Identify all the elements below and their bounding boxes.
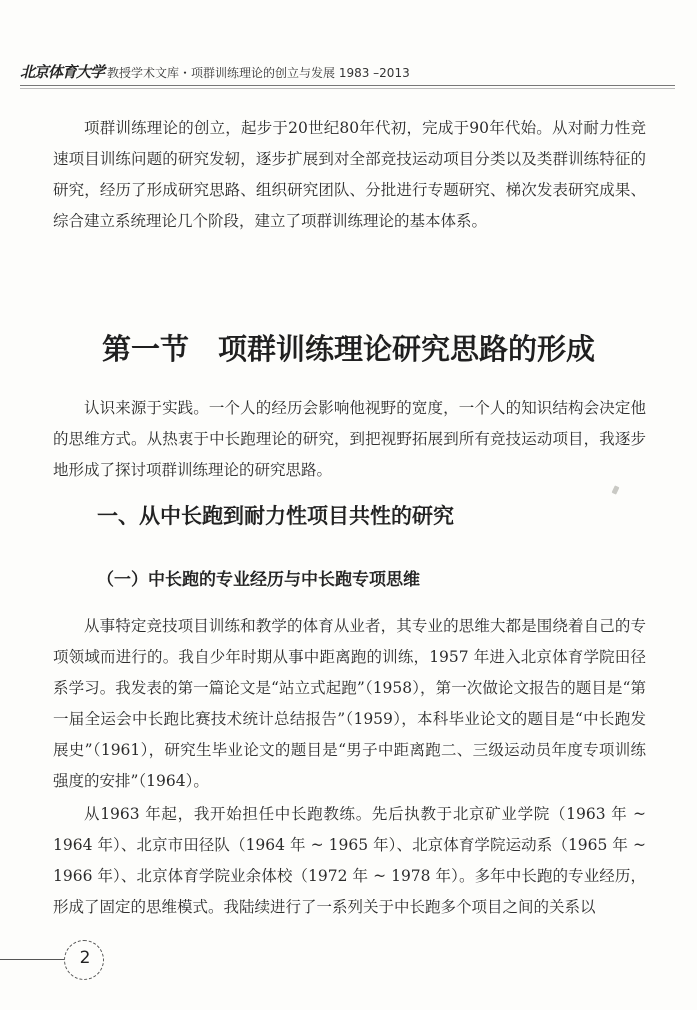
body-paragraph-2: 从1963 年起，我开始担任中长跑教练。先后执教于北京矿业学院（1963 年 ~ 1964 年）、北京市田径队（1964 年 ~ 1965 年）、北京体育学院运动系（1965 年 ~ 1966 年）、北京体育学院业余体校（1972 年 ~ 1978 年）。多年中长跑的专业经历，形成了固定的思维模式。我陆续进行了一系列关于中长跑多个项目之间的关系以 <box>53 805 646 916</box>
paper-fleck <box>612 485 620 494</box>
header-rule-thin <box>20 88 675 89</box>
page-number: 2 <box>78 944 92 972</box>
intro-paragraph: 项群训练理论的创立，起步于20世纪80年代初，完成于90年代始。从对耐力性竞速项目训练问题的研究发轫，逐步扩展到对全部竞技运动项目分类以及类群训练特征的研究，经历了形成研究思路、组织研究团队、分批进行专题研究、梯次发表研究成果、综合建立系统理论几个阶段，建立了项群训练理论的基本体系。 <box>53 119 646 230</box>
university-logo: 北京体育大学 <box>20 63 105 81</box>
heading-2: （一）中长跑的专业经历与中长跑专项思维 <box>97 570 420 590</box>
header-rule <box>20 85 675 86</box>
section-title: 第一节 项群训练理论研究思路的形成 <box>101 332 595 366</box>
body-paragraph-1: 从事特定竞技项目训练和教学的体育从业者，其专业的思维大都是围绕着自己的专项领域而进行的。我自少年时期从事中距离跑的训练，1957 年进入北京体育学院田径系学习。我发表的第一篇论文是“站立式起跑”（1958），第一次做论文报告的题目是“第一届全运会中长跑比赛技术统计总结报告”（1959），本科毕业论文的题目是“中长跑发展史”（1961），研究生毕业论文的题目是“男子中距离跑二、三级运动员年度专项训练强度的安排”（1964）。 <box>53 617 646 790</box>
footer-rule <box>0 959 64 960</box>
heading-1: 一、从中长跑到耐力性项目共性的研究 <box>97 504 454 528</box>
running-title: 教授学术文库・项群训练理论的创立与发展 1983 –2013 <box>107 66 410 80</box>
section-intro-paragraph: 认识来源于实践。一个人的经历会影响他视野的宽度，一个人的知识结构会决定他的思维方式。从热衷于中长跑理论的研究，到把视野拓展到所有竞技运动项目，我逐步地形成了探讨项群训练理论的研究思路。 <box>53 399 646 479</box>
running-header <box>0 62 697 84</box>
